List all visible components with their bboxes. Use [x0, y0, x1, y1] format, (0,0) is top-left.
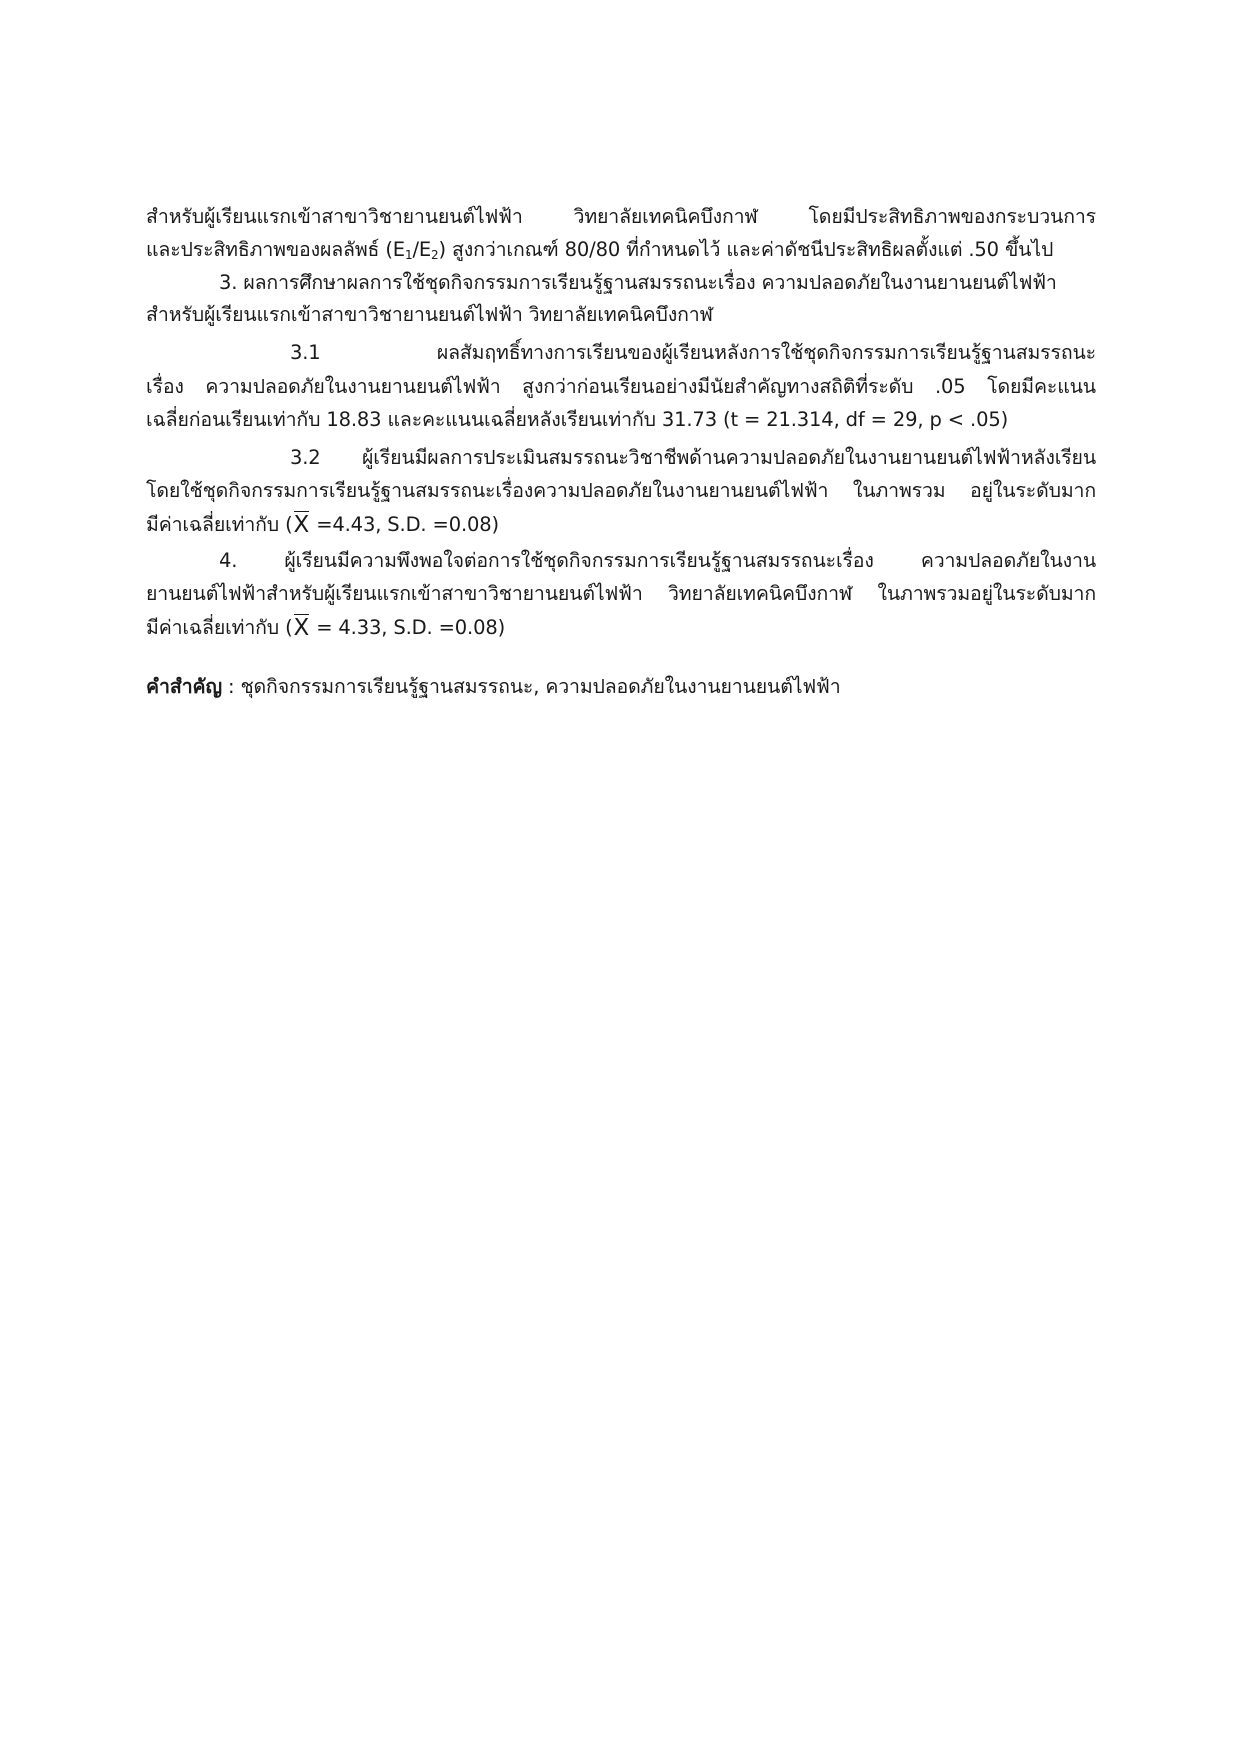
body-line-6: เรื่อง ความปลอดภัยในงานยานยนต์ไฟฟ้า สูงกว่าก่อนเรียนอย่างมีนัยสำคัญทางสถิติที่ระดับ .05 โดยมีคะแนน	[146, 375, 1096, 398]
keywords-text: ชุดกิจกรรมการเรียนรู้ฐานสมรรถนะ, ความปลอดภัยในงานยานยนต์ไฟฟ้า	[240, 675, 841, 698]
body-line-2: และประสิทธิภาพของผลลัพธ์ $(E_1/E_2)$ สูงกว่าเกณฑ์ 80/80 ที่กำหนดไว้ และค่าดัชนีประสิทธิผลตั้งแต่ .50 ขึ้นไป	[146, 238, 1054, 262]
body-line-4: สำหรับผู้เรียนแรกเข้าสาขาวิชายานยนต์ไฟฟ้า วิทยาลัยเทคนิคบึงกาฬ	[146, 303, 713, 326]
body-line-3: 3. ผลการศึกษาผลการใช้ชุดกิจกรรมการเรียนรู้ฐานสมรรถนะเรื่อง ความปลอดภัยในงานยานยนต์ไฟฟ้า	[219, 271, 1057, 294]
body-line-13: มีค่าเฉลี่ยเท่ากับ (X = 4.33, S.D. =0.08)	[146, 615, 506, 641]
subscript-2: 2	[431, 248, 439, 262]
keywords-label: คำสำคัญ	[146, 675, 222, 698]
body-line-11: 4. ผู้เรียนมีความพึงพอใจต่อการใช้ชุดกิจกรรมการเรียนรู้ฐานสมรรถนะเรื่อง ความปลอดภัยในงาน	[219, 549, 1096, 572]
subscript-1: 1	[404, 248, 413, 262]
body-line-1: สำหรับผู้เรียนแรกเข้าสาขาวิชายานยนต์ไฟฟ้า วิทยาลัยเทคนิคบึงกาฬ โดยมีประสิทธิภาพของกระบวนการ	[146, 205, 1096, 228]
mean-symbol-xbar: X	[293, 512, 310, 538]
body-line-7: เฉลี่ยก่อนเรียนเท่ากับ 18.83 และคะแนนเฉลี่ยหลังเรียนเท่ากับ 31.73 (t = 21.314, df = 29, p < .05)	[146, 408, 1009, 431]
mean-symbol-xbar: X	[293, 615, 310, 641]
body-line-12: ยานยนต์ไฟฟ้าสำหรับผู้เรียนแรกเข้าสาขาวิชายานยนต์ไฟฟ้า วิทยาลัยเทคนิคบึงกาฬ ในภาพรวมอยู่ในระดับมาก	[146, 582, 1096, 605]
body-line-8: 3.2 ผู้เรียนมีผลการประเมินสมรรถนะวิชาชีพด้านความปลอดภัยในงานยานยนต์ไฟฟ้าหลังเรียน	[290, 446, 1096, 469]
body-line-10: มีค่าเฉลี่ยเท่ากับ (X =4.43, S.D. =0.08)	[146, 512, 499, 538]
body-line-5: 3.1 ผลสัมฤทธิ์ทางการเรียนของผู้เรียนหลังการใช้ชุดกิจกรรมการเรียนรู้ฐานสมรรถนะ	[290, 341, 1096, 364]
body-line-9: โดยใช้ชุดกิจกรรมการเรียนรู้ฐานสมรรถนะเรื่องความปลอดภัยในงานยานยนต์ไฟฟ้า ในภาพรวม อยู่ในระดับมาก	[146, 479, 1096, 502]
keywords-line	[146, 672, 1096, 702]
keywords-separator: :	[221, 675, 241, 698]
